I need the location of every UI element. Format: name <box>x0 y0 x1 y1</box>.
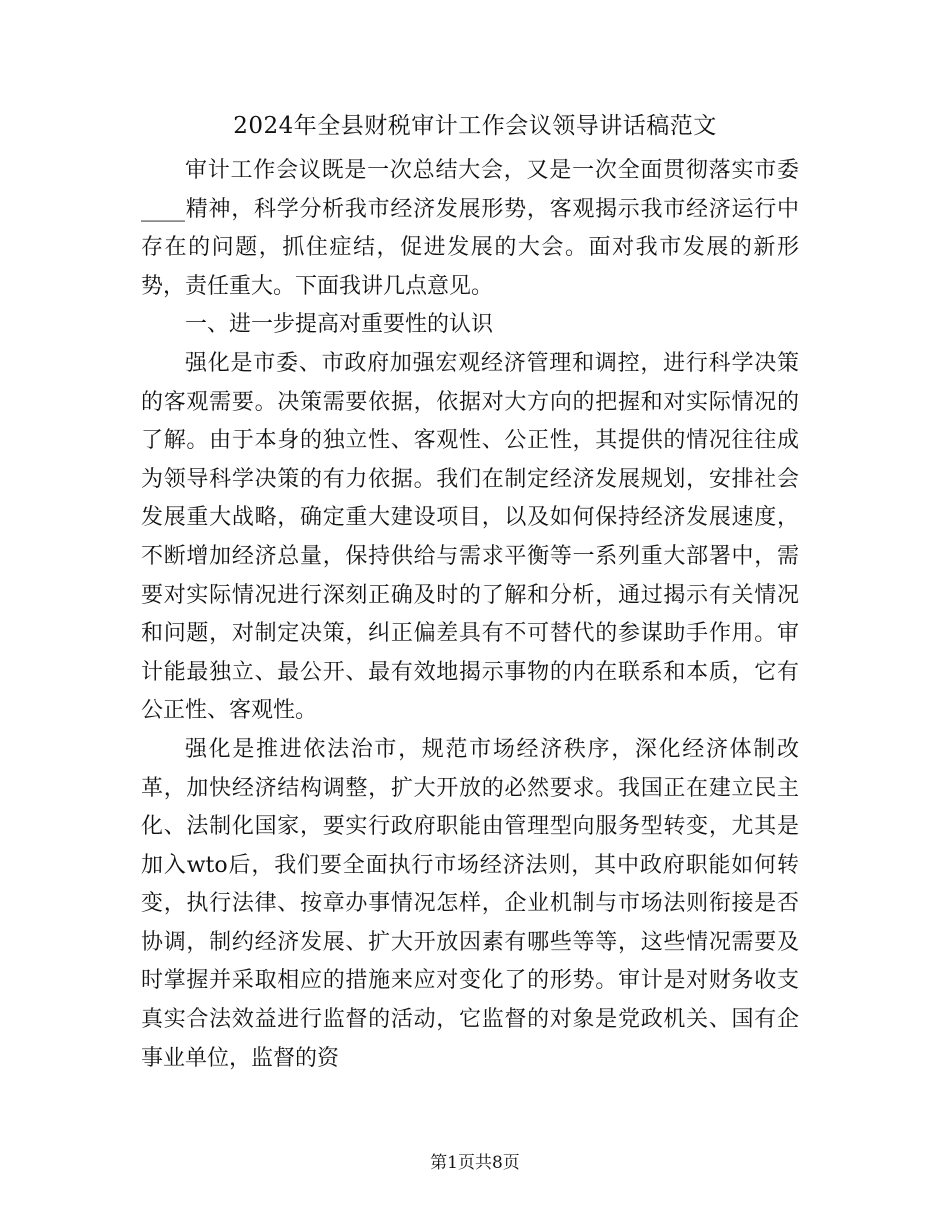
paragraph-rule-of-law: 强化是推进依法治市，规范市场经济秩序，深化经济体制改革，加快经济结构调整，扩大开放的必然要求。我国正在建立民主化、法制化国家，要实行政府职能由管理型向服务型转变，尤其是加入wto后，我们要全面执行市场经济法则，其中政府职能如何转变，执行法律、按章办事情况怎样，企业机制与市场法则衔接是否协调，制约经济发展、扩大开放因素有哪些等等，这些情况需要及时掌握并采取相应的措施来应对变化了的形势。审计是对财务收支真实合法效益进行监督的活动，它监督的对象是党政机关、国有企事业单位，监督的资 <box>141 736 799 1071</box>
paragraph-intro: 审计工作会议既是一次总结大会，又是一次全面贯彻落实市委____精神，科学分析我市经济发展形势，客观揭示我市经济运行中存在的问题，抓住症结，促进发展的大会。面对我市发展的新形势，责任重大。下面我讲几点意见。 <box>141 158 799 299</box>
section-heading-1: 一、进一步提高对重要性的认识 <box>185 312 494 338</box>
paragraph-decision-support: 强化是市委、市政府加强宏观经济管理和调控，进行科学决策的客观需要。决策需要依据，依据对大方向的把握和对实际情况的了解。由于本身的独立性、客观性、公正性，其提供的情况往往成为领导科学决策的有力依据。我们在制定经济发展规划，安排社会发展重大战略，确定重大建设项目，以及如何保持经济发展速度，不断增加经济总量，保持供给与需求平衡等一系列重大部署中，需要对实际情况进行深刻正确及时的了解和分析，通过揭示有关情况和问题，对制定决策，纠正偏差具有不可替代的参谋助手作用。审计能最独立、最公开、最有效地揭示事物的内在联系和本质，它有公正性、客观性。 <box>141 350 799 724</box>
document-body <box>141 152 799 1078</box>
document-title: 2024年全县财税审计工作会议领导讲话稿范文 <box>233 113 717 139</box>
page-footer: 第1页共8页 <box>430 1153 520 1173</box>
